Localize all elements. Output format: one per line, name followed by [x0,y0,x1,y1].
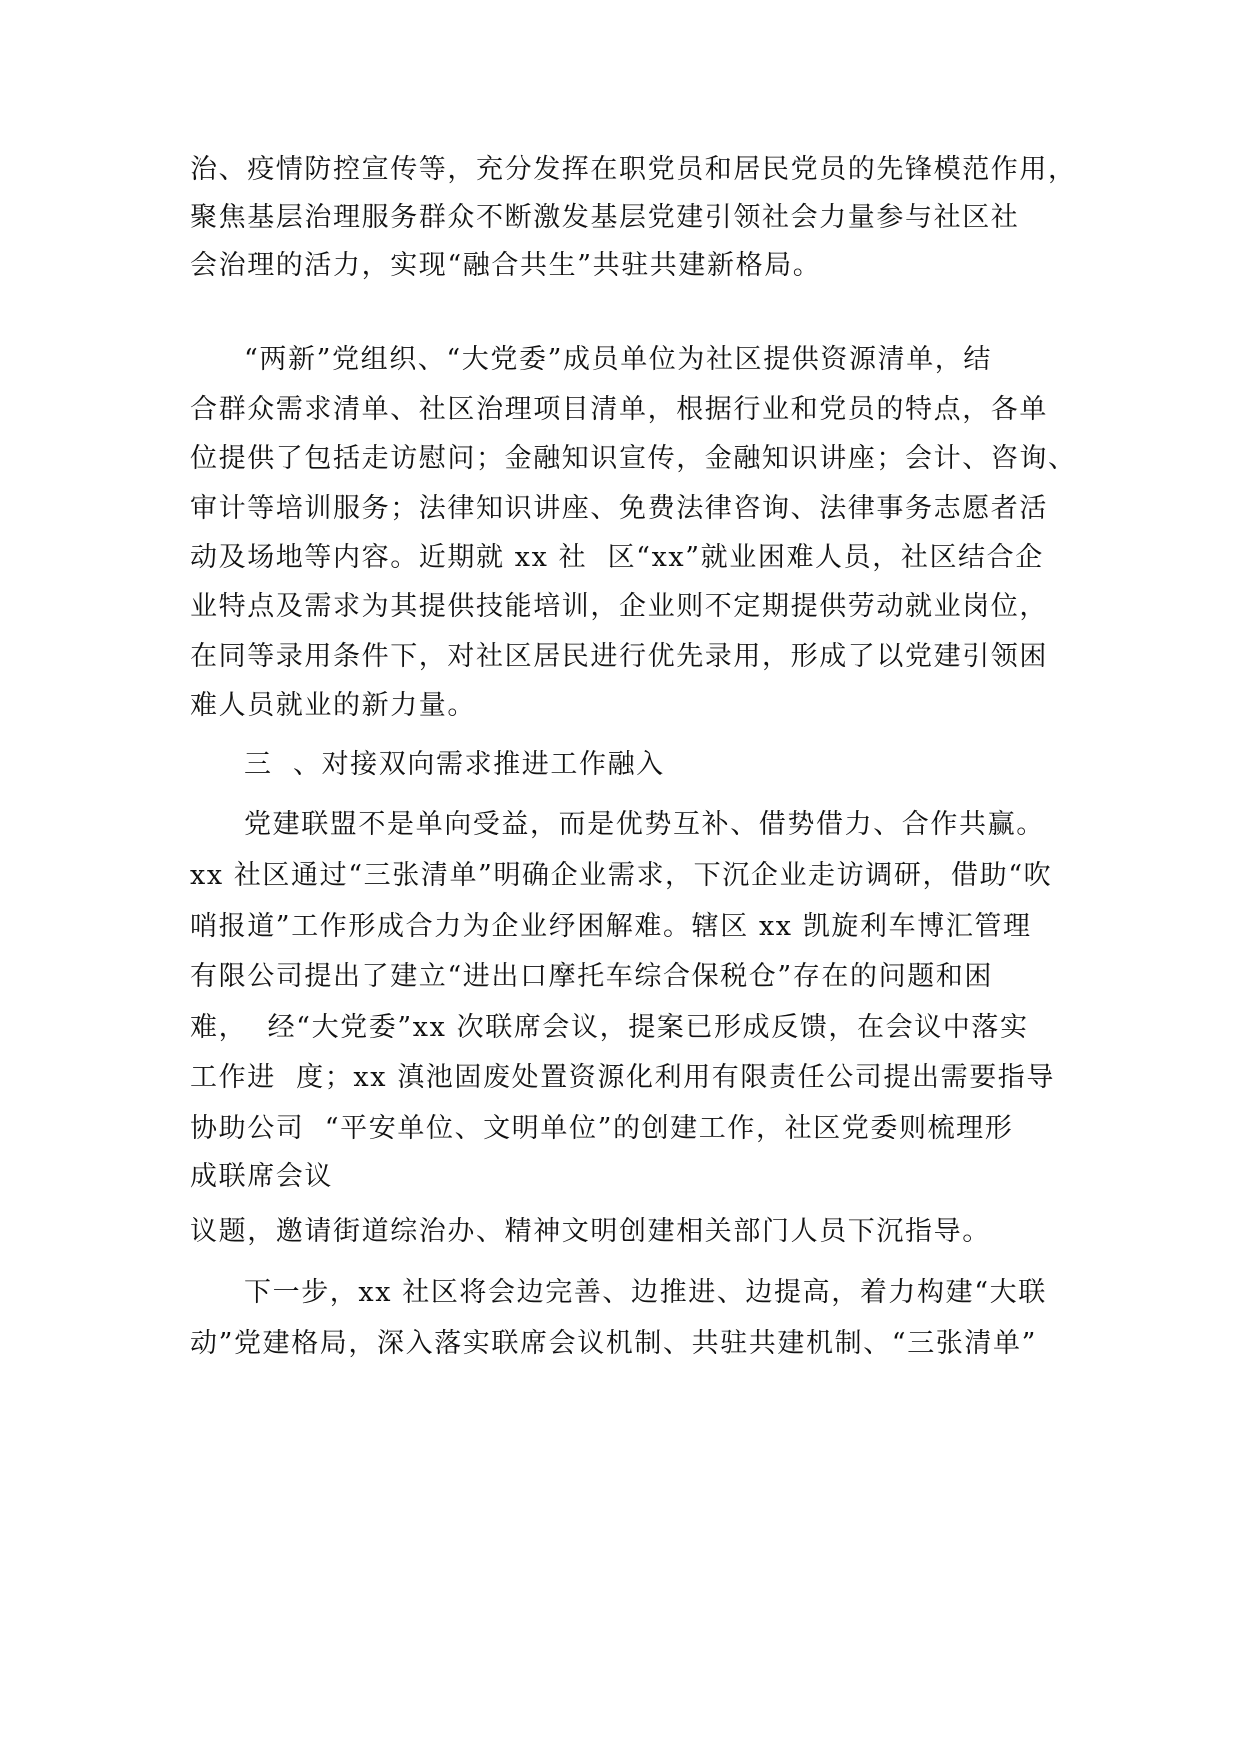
text-line: 哨报道”工作形成合力为企业纾困解难。辖区 xx 凯旋利车博汇管理 [190,911,1032,942]
text-line: 会治理的活力，实现“融合共生”共驻共建新格局。 [190,250,822,281]
text-line: 难人员就业的新力量。 [190,690,476,721]
text-line: 在同等录用条件下，对社区居民进行优先录用，形成了以党建引领困 [190,641,1048,672]
text-line: 协助公司 “平安单位、文明单位”的创建工作，社区党委则梳理形 [190,1113,1014,1144]
text-line: 业特点及需求为其提供技能培训，企业则不定期提供劳动就业岗位， [190,591,1048,622]
text-line: 议题，邀请街道综治办、精神文明创建相关部门人员下沉指导。 [190,1216,991,1247]
text-line: 合群众需求清单、社区治理项目清单，根据行业和党员的特点，各单 [190,394,1048,425]
text-line: 动”党建格局，深入落实联席会议机制、共驻共建机制、“三张清单” [190,1328,1038,1359]
text-line: 位提供了包括走访慰问；金融知识宣传，金融知识讲座；会计、咨询、 [190,443,1077,474]
paragraph-start-line: “两新”党组织、“大党委”成员单位为社区提供资源清单，结 [244,344,993,375]
section-heading: 三 、对接双向需求推进工作融入 [244,749,665,780]
text-line: xx 社区通过“三张清单”明确企业需求，下沉企业走访调研，借助“吹 [190,860,1053,891]
text-line: 治、疫情防控宣传等，充分发挥在职党员和居民党员的先锋模范作用， [190,154,1077,185]
text-line: 动及场地等内容。近期就 xx 社 区“xx”就业困难人员，社区结合企 [190,542,1044,573]
text-line: 聚焦基层治理服务群众不断激发基层党建引领社会力量参与社区社 [190,202,1020,233]
text-line: 难， 经“大党委”xx 次联席会议，提案已形成反馈，在会议中落实 [190,1012,1029,1043]
paragraph-start-line: 党建联盟不是单向受益，而是优势互补、借势借力、合作共赢。 [244,809,1045,840]
text-line: 成联席会议 [190,1161,333,1192]
text-line: 工作进 度；xx 滇池固废处置资源化利用有限责任公司提出需要指导 [190,1062,1056,1093]
paragraph-start-line: 下一步，xx 社区将会边完善、边推进、边提高，着力构建“大联 [244,1277,1047,1308]
text-line: 有限公司提出了建立“进出口摩托车综合保税仓”存在的问题和困 [190,961,994,992]
text-line: 审计等培训服务；法律知识讲座、免费法律咨询、法律事务志愿者活 [190,493,1048,524]
